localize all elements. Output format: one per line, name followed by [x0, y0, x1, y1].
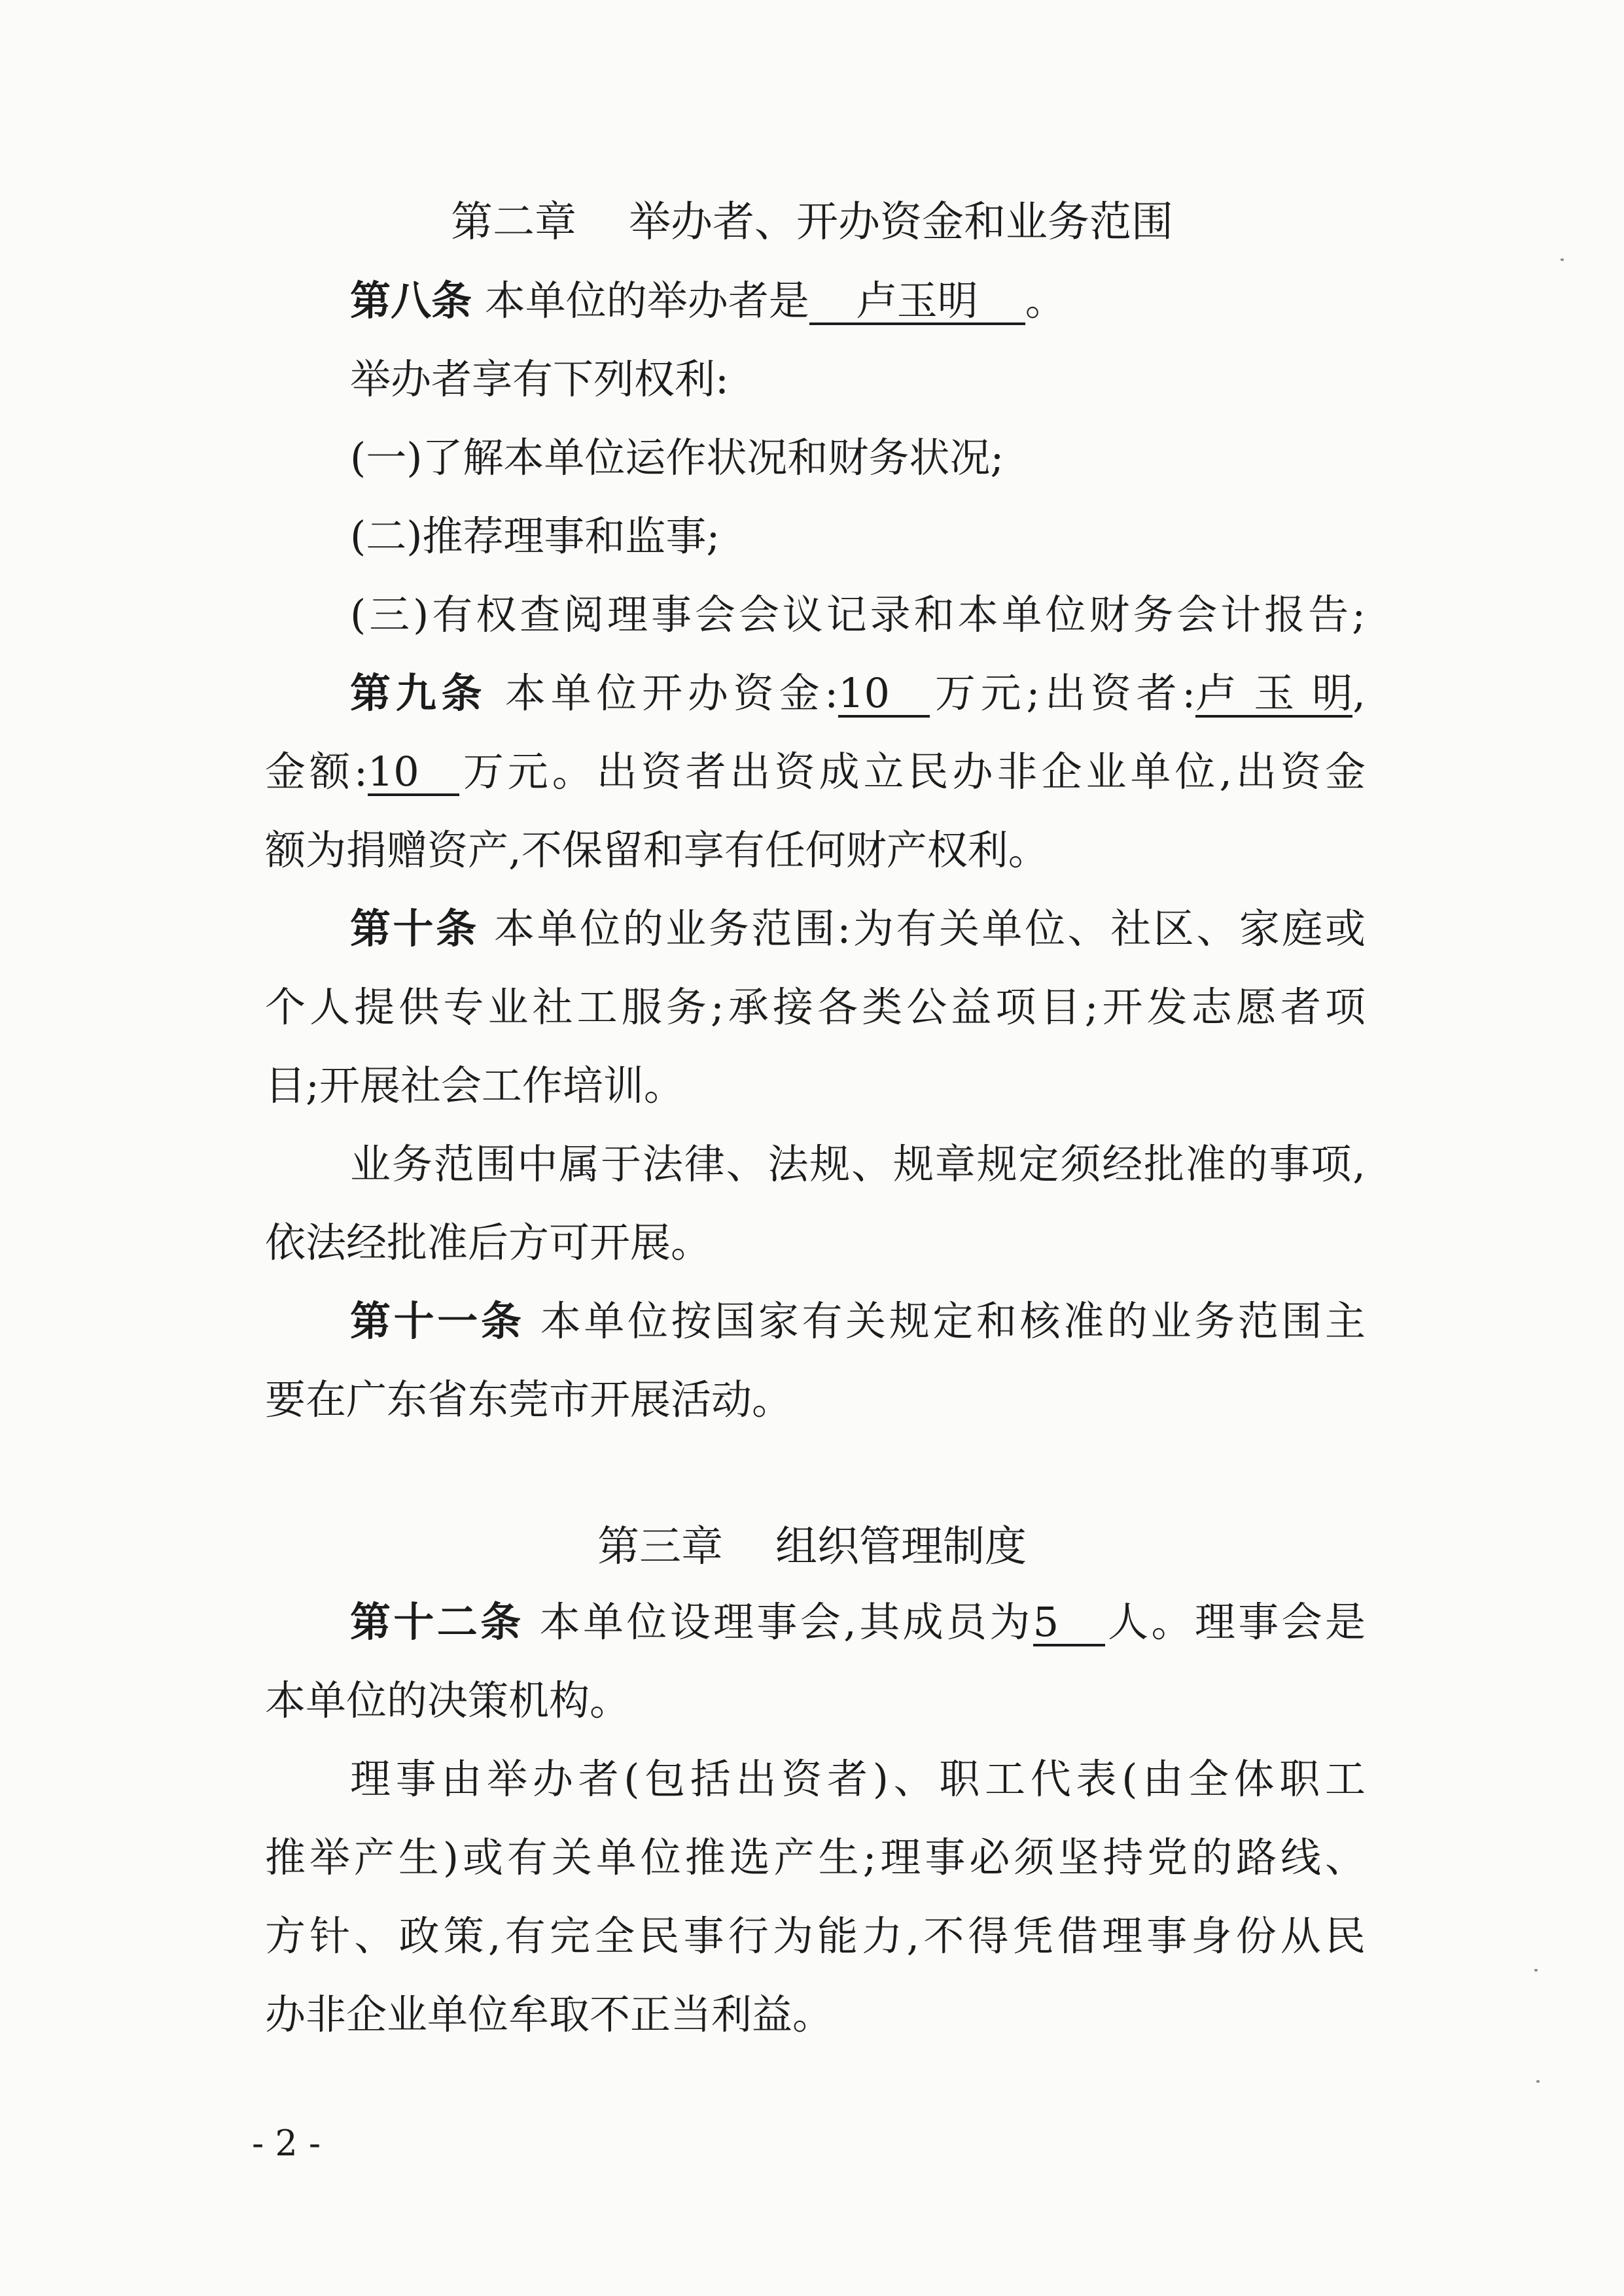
scope-note-line-2: 依法经批准后方可开展。: [265, 1219, 712, 1266]
directors-line-2: 推举产生)或有关单位推选产生;理事必须坚持党的路线、: [265, 1834, 1366, 1881]
article-11-line-2: 要在广东省东莞市开展活动。: [265, 1376, 793, 1423]
article-12-line-2: 本单位的决策机构。: [265, 1677, 631, 1724]
article-10-line-3: 目;开展社会工作培训。: [265, 1062, 684, 1109]
article-10-line-1: 第十条 本单位的业务范围:为有关单位、社区、家庭或: [350, 905, 1366, 952]
article-11-line-1: 第十一条 本单位按国家有关规定和核准的业务范围主: [350, 1297, 1366, 1345]
directors-line-3: 方针、政策,有完全民事行为能力,不得凭借理事身份从民: [265, 1912, 1366, 1960]
right-item-3: (三)有权查阅理事会会议记录和本单位财务会计报告;: [350, 591, 1366, 638]
article-9-line-1: 第九条 本单位开办资金:10 万元;出资者:卢玉明,: [350, 669, 1366, 717]
article-label: 第十条: [350, 905, 479, 952]
fund-field: 10: [838, 672, 930, 718]
chapter-3-heading: [0, 1518, 1624, 1576]
chapter-number: 第三章: [597, 1523, 723, 1571]
scan-speck: [1534, 1969, 1538, 1972]
article-12-line-1: 第十二条 本单位设理事会,其成员为5 人。理事会是: [350, 1598, 1366, 1646]
article-9-line-3: 额为捐赠资产,不保留和享有任何财产权利。: [265, 826, 1049, 874]
amount-field: 10: [368, 750, 459, 796]
investor-field: 卢玉明: [1195, 669, 1353, 717]
article-label: 第十一条: [350, 1297, 525, 1345]
directors-line-4: 办非企业单位牟取不正当利益。: [265, 1991, 834, 2038]
chapter-number: 第二章: [451, 198, 576, 247]
sponsor-field: 卢玉明: [809, 279, 1025, 325]
scan-speck: [1561, 258, 1564, 261]
right-item-1: (一)了解本单位运作状况和财务状况;: [350, 434, 1004, 481]
page-number: - 2 -: [252, 2123, 321, 2164]
chapter-title: 组织管理制度: [775, 1523, 1027, 1571]
article-9-line-2: 金额:10 万元。出资者出资成立民办非企业单位,出资金: [265, 748, 1366, 795]
chapter-title: 举办者、开办资金和业务范围: [629, 198, 1173, 247]
article-label: 第九条: [350, 669, 487, 717]
scan-speck: [1536, 2080, 1540, 2083]
rights-intro: 举办者享有下列权利:: [350, 355, 729, 403]
members-field: 5: [1033, 1601, 1105, 1646]
article-10-line-2: 个人提供专业社工服务;承接各类公益项目;开发志愿者项: [265, 983, 1366, 1031]
article-label: 第八条: [350, 277, 472, 324]
article-label: 第十二条: [350, 1598, 524, 1646]
scope-note-line-1: 业务范围中属于法律、法规、规章规定须经批准的事项,: [350, 1140, 1366, 1188]
article-8: 第八条 本单位的举办者是 卢玉明 。: [350, 277, 1066, 324]
directors-line-1: 理事由举办者(包括出资者)、职工代表(由全体职工: [350, 1755, 1366, 1803]
right-item-2: (二)推荐理事和监事;: [350, 512, 720, 560]
chapter-2-heading: [0, 193, 1624, 252]
